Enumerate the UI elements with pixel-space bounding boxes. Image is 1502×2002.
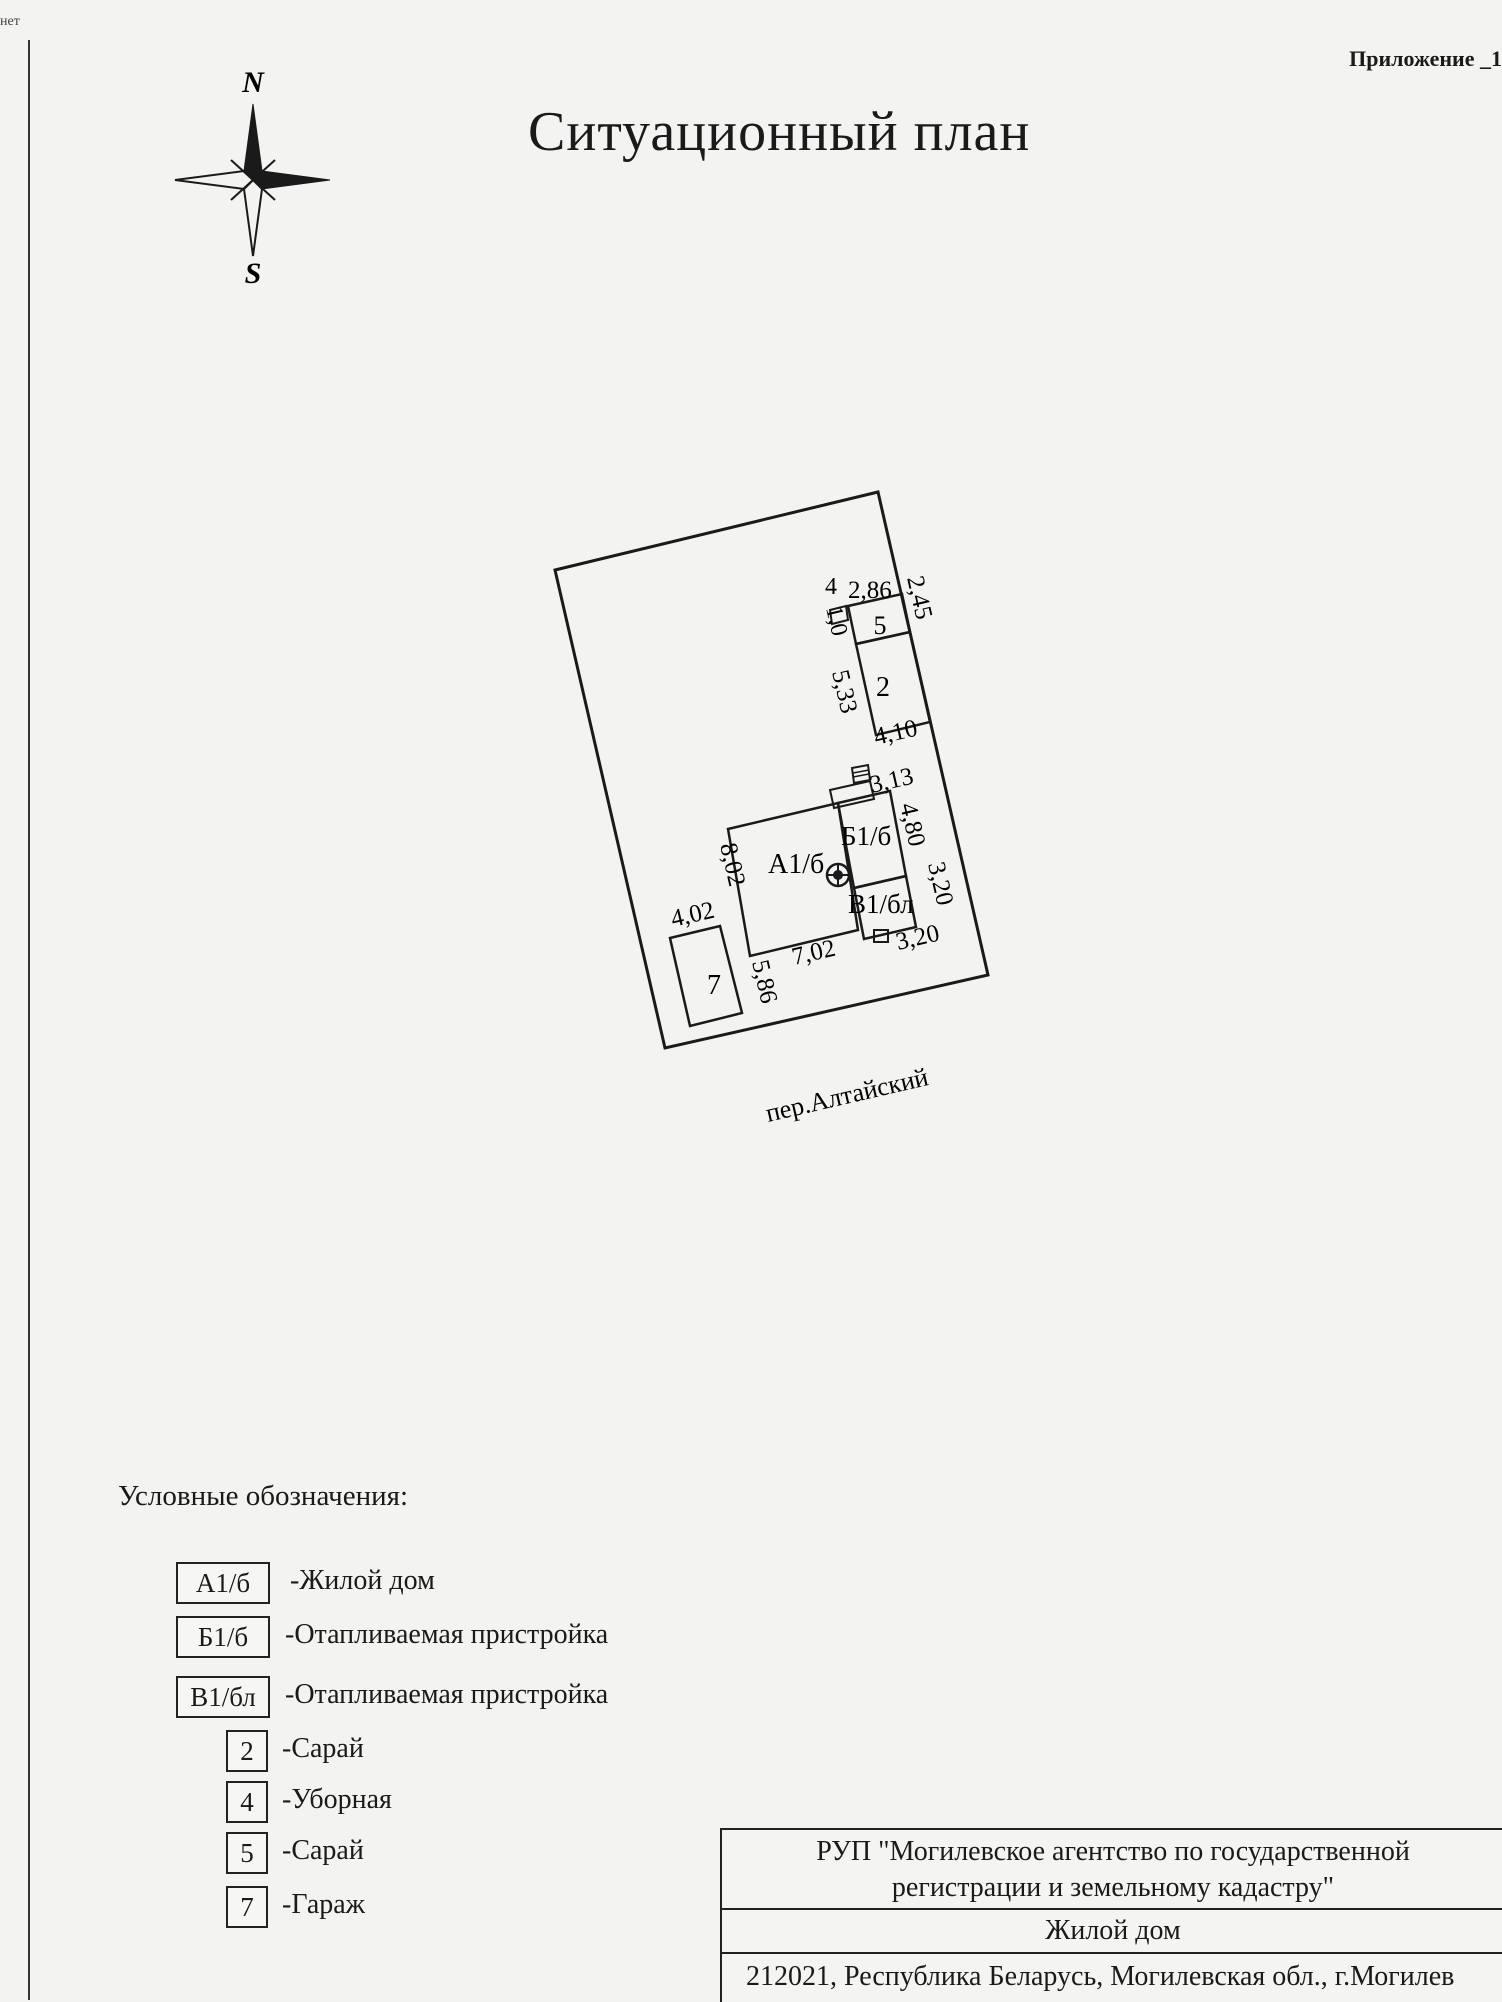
- compass-north-label: N: [242, 66, 264, 99]
- legend-label: -Отапливаемая пристройка: [285, 1679, 609, 1710]
- page-title: Ситуационный план: [528, 101, 1031, 163]
- street-label: пер.Алтайский: [762, 1062, 931, 1128]
- house-marker-icon: [827, 864, 849, 886]
- stamp-org-line1: РУП "Могилевское агентство по государственной: [816, 1836, 1410, 1867]
- label-building-5: 5: [873, 611, 887, 640]
- legend-code: В1/бл: [176, 1676, 270, 1718]
- legend-label: -Отапливаемая пристройка: [285, 1619, 609, 1650]
- label-building-7: 7: [707, 970, 721, 1001]
- legend-label: -Гараж: [282, 1889, 366, 1920]
- label-building-2: 2: [876, 672, 890, 703]
- legend-code: 7: [226, 1886, 268, 1928]
- compass-south-label: S: [244, 257, 262, 290]
- label-b1b: Б1/б: [841, 821, 892, 851]
- stamp-org-line2: регистрации и земельному кадастру": [891, 1872, 1335, 1903]
- label-building-4: 4: [825, 574, 837, 600]
- legend-code: 5: [226, 1832, 268, 1874]
- legend-label: -Сарай: [282, 1733, 364, 1764]
- legend-code: 2: [226, 1730, 268, 1772]
- legend-label: -Сарай: [282, 1835, 364, 1866]
- dim-8-02: 8,02: [714, 840, 751, 889]
- title-block-stamp: [720, 1828, 1502, 2002]
- stamp-organization: [722, 1830, 1502, 1910]
- dim-4-10: 4,10: [871, 714, 920, 751]
- compass-rose-icon: [175, 104, 330, 256]
- legend-label: -Жилой дом: [290, 1565, 435, 1596]
- dim-4-80: 4,80: [894, 800, 931, 849]
- legend-code: Б1/б: [176, 1616, 270, 1658]
- legend-title: Условные обозначения:: [118, 1480, 409, 1512]
- stamp-address: 212021, Республика Беларусь, Могилевская обл., г.Могилев: [746, 1961, 1455, 1992]
- legend-code: 4: [226, 1781, 268, 1823]
- dim-3-13: 3,13: [867, 762, 916, 799]
- label-a1b: А1/б: [768, 849, 825, 880]
- dim-4-02: 4,02: [668, 896, 717, 933]
- dim-5-86: 5,86: [746, 957, 783, 1006]
- dim-3-20-horizontal: 3,20: [893, 919, 942, 956]
- dim-2-86: 2,86: [848, 577, 892, 604]
- stamp-object: Жилой дом: [722, 1912, 1502, 1954]
- legend-label: -Уборная: [282, 1784, 392, 1815]
- dim-1-0: 1,0: [820, 603, 853, 639]
- label-v1bl: В1/бл: [848, 889, 914, 919]
- legend-code: А1/б: [176, 1562, 270, 1604]
- dim-2-45: 2,45: [901, 573, 938, 622]
- building-7: [670, 926, 742, 1026]
- dim-7-02: 7,02: [789, 934, 838, 971]
- top-scrap-text: нет: [0, 14, 20, 29]
- appendix-label: Приложение _1: [1349, 46, 1502, 71]
- dim-5-33: 5,33: [826, 667, 863, 716]
- dim-3-20-vertical: 3,20: [922, 859, 959, 908]
